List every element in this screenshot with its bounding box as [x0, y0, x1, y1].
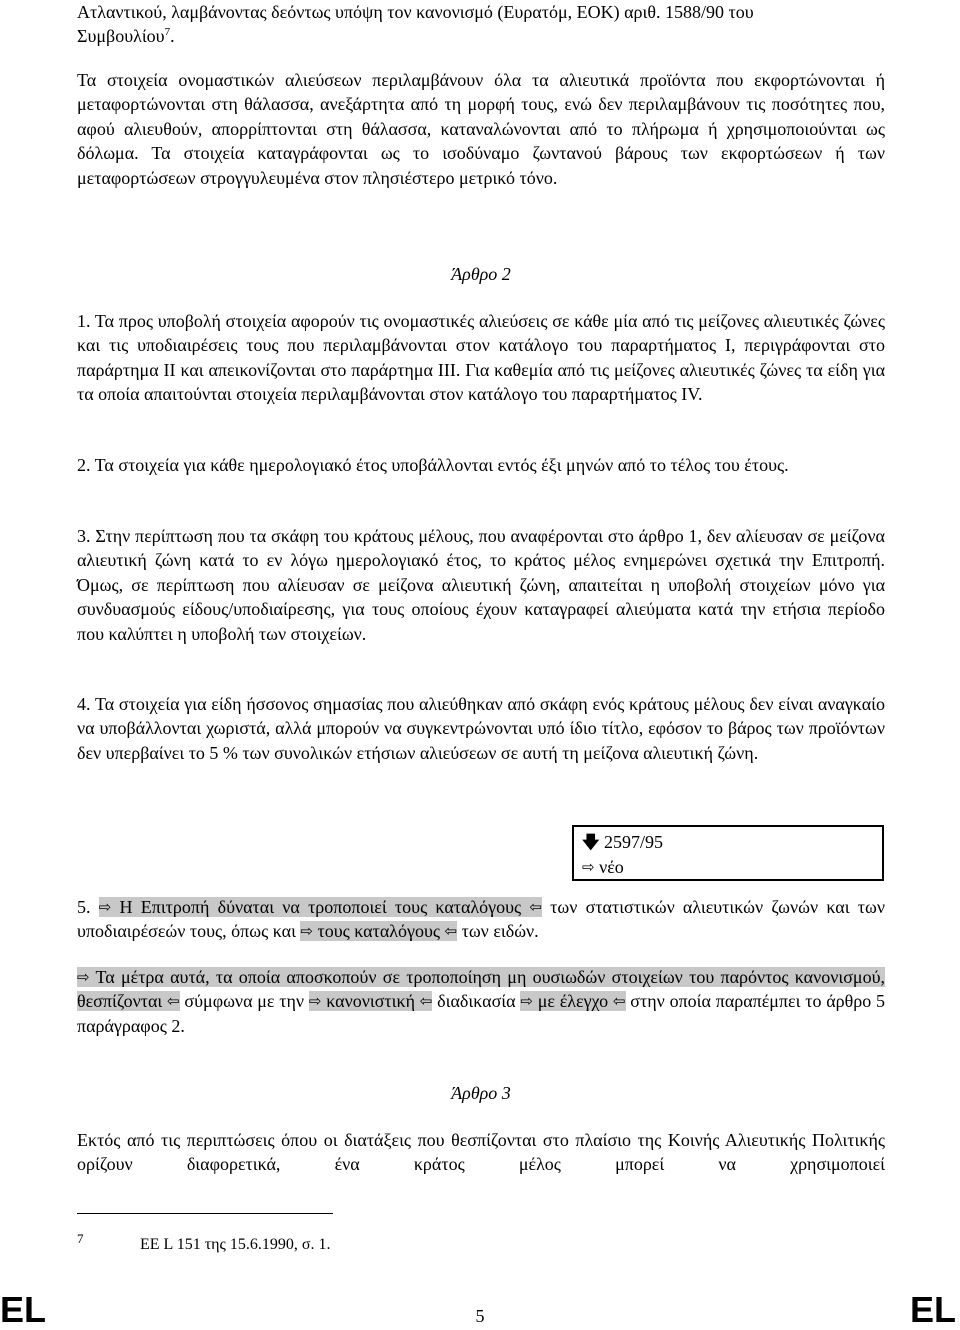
- reference-new-label: νέο: [599, 857, 624, 877]
- inserted-text-4-content: κανονιστική: [326, 991, 415, 1012]
- para-6-text-3: διαδικασία: [437, 991, 516, 1012]
- footnote-separator: [77, 1213, 333, 1214]
- footnote-number: 7: [77, 1231, 84, 1246]
- article-2-para-4: 4. Τα στοιχεία για είδη ήσσονος σημασίας που αλιεύθηκαν από σκάφη ενός κράτους μέλους δεν είναι αναγκαίο να υποβάλλονται χωριστά, αλλά μπορούν να συγκεντρώνονται υπό ίδιο τίτλο, εφόσον το βάρος των προϊόντων δεν υπερβαίνει το 5 % των συνολικών ετήσιων αλιεύσεων σε αυτή τη μείζονα αλιευτική ζώνη.: [77, 694, 885, 763]
- language-code-left: EL: [0, 1289, 47, 1330]
- para-5-number: 5.: [77, 897, 91, 917]
- footnote-ref-7[interactable]: 7: [164, 26, 171, 39]
- para-6-text-2: σύμφωνα με την: [184, 991, 305, 1012]
- language-code-right: EL: [909, 1289, 956, 1330]
- article-3-heading: Άρθρο 3: [451, 1083, 511, 1103]
- inserted-text-4: [309, 991, 432, 1011]
- footnote-text: EE L 151 της 15.6.1990, σ. 1.: [140, 1236, 331, 1253]
- right-arrow-outline-icon: ⇨: [77, 968, 90, 986]
- reference-line-1: [582, 830, 874, 855]
- inserted-text-5-content: με έλεγχο: [537, 991, 609, 1012]
- para-5-text-3: των ειδών.: [461, 921, 539, 942]
- left-arrow-outline-icon: ⇦: [529, 898, 542, 916]
- para-6-text-4: στην οποία παραπέμπει το άρθρο 5 παράγραφος 2.: [77, 991, 886, 1036]
- right-arrow-outline-icon: ⇨: [98, 898, 112, 916]
- intro-line-2: [77, 24, 885, 48]
- right-arrow-outline-icon: ⇨: [582, 858, 595, 876]
- left-arrow-outline-icon: ⇦: [419, 992, 433, 1011]
- article-2-para-2: 2. Τα στοιχεία για κάθε ημερολογιακό έτος υποβάλλονται εντός έξι μηνών από το τέλος του έτους.: [77, 455, 789, 475]
- article-2-para-1: 1. Τα προς υποβολή στοιχεία αφορούν τις ονομαστικές αλιεύσεις σε κάθε μία από τις μείζονες αλιευτικές ζώνες και τις υποδιαιρέσεις τους που περιλαμβάνονται στον κατάλογο του παραρτήματος Ι, περιγράφονται στο παράρτημα ΙΙ και απεικονίζονται στο παράρτημα ΙΙΙ. Για καθεμία από τις μείζονες αλιευτικές ζώνες τα είδη για τα οποία απαιτούνται στοιχεία περιλαμβάνονται στον κατάλογο του παραρτήματος ΙV.: [77, 311, 885, 405]
- intro-line-2-text: Συμβουλίου: [77, 26, 165, 47]
- page-number: 5: [475, 1306, 485, 1326]
- inserted-text-2-content: τους καταλόγους: [317, 921, 441, 942]
- article-2-heading: Άρθρο 2: [451, 264, 511, 284]
- article-2-para-3: 3. Στην περίπτωση που τα σκάφη του κράτους μέλους, που αναφέρονται στο άρθρο 1, δεν αλίευσαν σε μείζονα αλιευτική ζώνη κατά το εν λόγω ημερολογιακό έτος, το κράτος μέλος ενημερώνει σχετικά την Επιτροπή. Όμως, σε περίπτωση που αλίευσαν σε μείζονα αλιευτική ζώνη, απαιτείται η υποβολή στοιχείων μόνο για συνδυασμούς είδους/υποδιαίρεσης, για τους οποίους έχουν καταγραφεί αλιεύματα κατά την ετήσια περίοδο που καλύπτει η υποβολή των στοιχείων.: [77, 526, 885, 644]
- para-5-text-2: των στατιστικών αλιευτικών ζωνών και των υποδιαιρέσεών τους, όπως και: [77, 897, 885, 942]
- right-arrow-outline-icon: ⇨: [520, 992, 533, 1011]
- reference-line-2: [582, 855, 874, 879]
- intro-text: [77, 0, 885, 49]
- paragraph-nominal-catches: Τα στοιχεία ονομαστικών αλιεύσεων περιλαμβάνουν όλα τα αλιευτικά προϊόντα που εκφορτώνονται ή μεταφορτώνονται στη θάλασσα, ανεξάρτητα από τη μορφή τους, ενώ δεν περιλαμβάνουν τις ποσότητες που, αφού αλιευθούν, απορρίπτονται στη θάλασσα, καταναλώνονται από το πλήρωμα ή χρησιμοποιούνται ως δόλωμα. Τα στοιχεία καταγράφονται ως το ισοδύναμο ζωντανού βάρους των εκφορτώσεων ή των μεταφορτώσεων στρογγυλευμένα στον πλησιέστερο μετρικό τόνο.: [77, 70, 885, 188]
- right-arrow-outline-icon: ⇨: [308, 992, 322, 1011]
- article-3-text: Εκτός από τις περιπτώσεις όπου οι διατάξεις που θεσπίζονται στο πλαίσιο της Κοινής Αλιευτικής Πολιτικής ορίζουν διαφορετικά, ένα κράτος μέλος μπορεί να χρησιμοποιεί: [77, 1130, 885, 1175]
- reference-regulation: 2597/95: [603, 832, 663, 852]
- inserted-text-5: [520, 991, 625, 1011]
- right-arrow-outline-icon: ⇨: [300, 922, 313, 941]
- inserted-text-1-content: Η Επιτροπή δύναται να τροποποιεί τους καταλόγους: [119, 897, 522, 917]
- left-arrow-outline-icon: ⇦: [167, 992, 180, 1011]
- intro-line-2-end: .: [170, 26, 175, 47]
- amendment-reference-box: [572, 825, 884, 881]
- intro-line-1: Ατλαντικού, λαμβάνοντας δεόντως υπόψη τον κανονισμό (Ευρατόμ, ΕΟΚ) αριθ. 1588/90 του: [77, 2, 754, 22]
- down-arrow-bold-icon: 🡇: [582, 833, 600, 853]
- left-arrow-outline-icon: ⇦: [612, 992, 626, 1011]
- inserted-text-3-content: Τα μέτρα αυτά, τα οποία αποσκοπούν σε τροποποίηση μη ουσιωδών στοιχείων του παρόντος κανονισμού, θεσπίζονται: [77, 967, 885, 1012]
- article-2-para-6: [77, 965, 885, 1038]
- article-2-para-5: [77, 895, 885, 944]
- inserted-text-1: [99, 897, 542, 917]
- inserted-text-2: [300, 921, 457, 941]
- left-arrow-outline-icon: ⇦: [444, 922, 458, 941]
